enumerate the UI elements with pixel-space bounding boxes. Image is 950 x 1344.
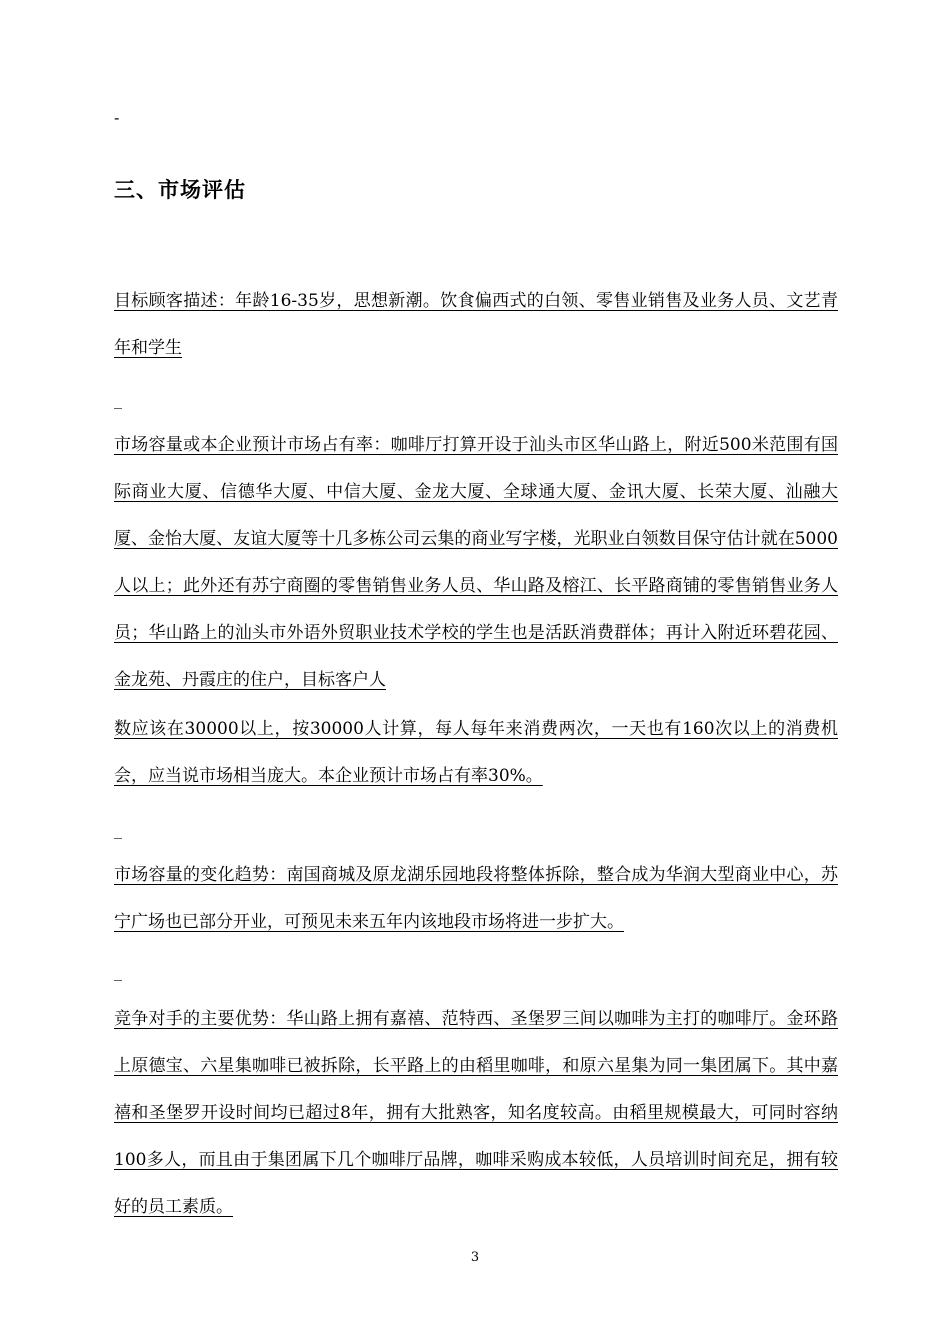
- paragraph-market-capacity: [114, 422, 838, 704]
- paragraph-text: 数应该在30000以上，按30000人计算，每人每年来消费两次，一天也有160次以上的消费机会，应当说市场相当庞大。本企业预计市场占有率30%。: [114, 719, 838, 786]
- paragraph-text: 竞争对手的主要优势：华山路上拥有嘉禧、范特西、圣堡罗三间以咖啡为主打的咖啡厅。金环路上原德宝、六星集咖啡已被拆除，长平路上的由稻里咖啡，和原六星集为同一集团属下。其中嘉禧和圣堡罗开设时间均已超过8年，拥有大批熟客，知名度较高。由稻里规模最大，可同时容纳100多人，而且由于集团属下几个咖啡厅品牌，咖啡采购成本较低，人员培训时间充足，拥有较好的员工素质。: [114, 1009, 838, 1217]
- paragraph-target-customers: [114, 278, 838, 372]
- paragraph-capacity-trend: [114, 852, 838, 946]
- paragraph-text: 目标顾客描述：年龄16-35岁，思想新潮。饮食偏西式的白领、零售业销售及业务人员、文艺青年和学生: [114, 291, 838, 358]
- top-mark: -: [114, 108, 120, 127]
- separator-mark: _: [114, 390, 122, 409]
- separator-mark: _: [114, 820, 122, 839]
- page-number: 3: [470, 1250, 480, 1265]
- section-heading: 三、市场评估: [114, 178, 246, 202]
- paragraph-market-capacity-continued: [114, 706, 838, 800]
- paragraph-competitors: [114, 996, 838, 1231]
- separator-mark: _: [114, 962, 122, 981]
- paragraph-text: 市场容量或本企业预计市场占有率：咖啡厅打算开设于汕头市区华山路上，附近500米范围有国际商业大厦、信德华大厦、中信大厦、金龙大厦、全球通大厦、金讯大厦、长荣大厦、汕融大厦、金怡大厦、友谊大厦等十几多栋公司云集的商业写字楼，光职业白领数目保守估计就在5000人以上；此外还有苏宁商圈的零售销售业务人员、华山路及榕江、长平路商铺的零售销售业务人员；华山路上的汕头市外语外贸职业技术学校的学生也是活跃消费群体；再计入附近环碧花园、金龙苑、丹霞庄的住户，目标客户人: [114, 435, 838, 690]
- paragraph-text: 市场容量的变化趋势：南国商城及原龙湖乐园地段将整体拆除，整合成为华润大型商业中心，苏宁广场也已部分开业，可预见未来五年内该地段市场将进一步扩大。: [114, 865, 838, 932]
